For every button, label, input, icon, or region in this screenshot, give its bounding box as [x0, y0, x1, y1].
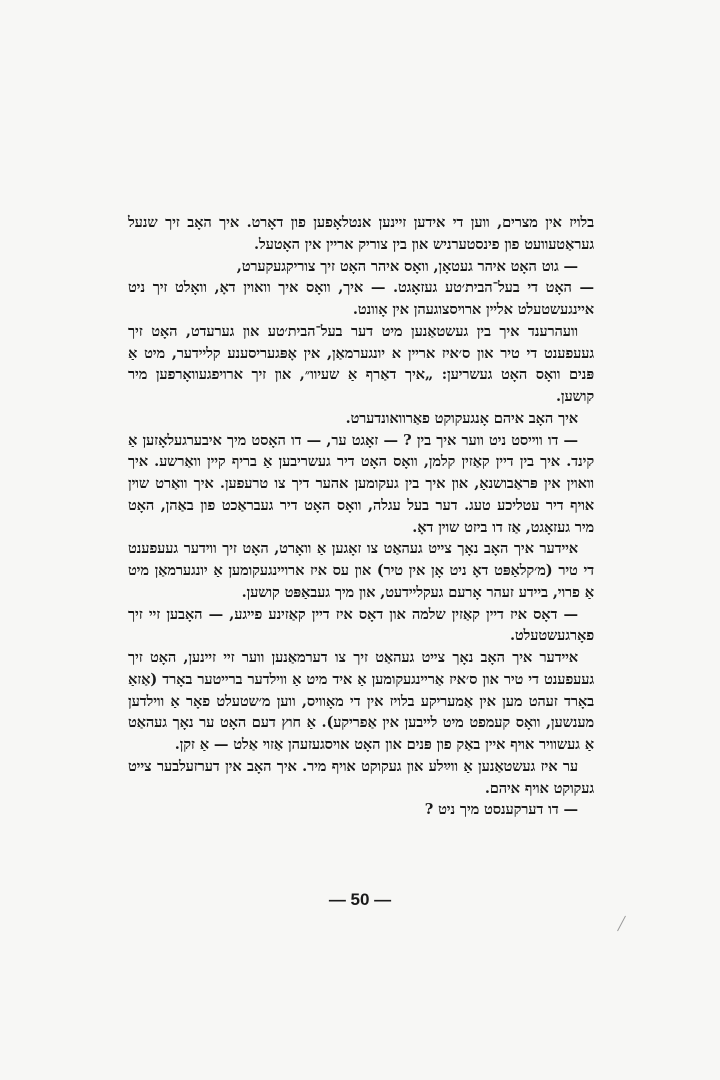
paragraph: — דו דערקענסט מיך ניט ?: [424, 801, 578, 819]
paragraph: — דאָס איז דיין קאַזין שלמה און דאָס איז דיין קאַזינע פייגע, — האָבען זיי זיך פאָרגעשטעלט.: [128, 605, 594, 645]
paragraph: — גוט האָט איהר געטאָן, וואָס איהר האָט זיך צוריקגעקערט,: [236, 257, 578, 275]
paragraph: — דו ווייסט ניט ווער איך בין ? — זאָגט ער, — דו האָסט מיך איבערגעלאָזען אַ קינד. איך בין דיין קאַזין קלמן, וואָס האָט דיר געשריבען אַ בריף קיין וואַרשע. איך וואוין אין פּראַבושנאַ, און איך בין געקומען אהער דיך צו טרעפען. איך וואַרט שוין אויף דיר עטליכע טעג. דער בעל עגלה, וואָס האָט דיר געבראַכט פון באַהן, האָט מיר געזאָגט, אַז דו ביזט שוין דאָ.: [128, 431, 594, 536]
page-number: — 50 —: [328, 890, 392, 909]
paragraph: איך האָב איהם אָנגעקוקט פאַרוואונדערט.: [345, 409, 578, 427]
paragraph: ער איז געשטאַנען אַ ווײַלע און געקוקט אויף מיר. איך האָב אין דערזעלבער צייט געקוקט אויף איהם.: [128, 757, 594, 797]
paragraph: אײדער איך האָב נאָך צייט געהאַט צו זאָגען אַ וואָרט, האָט זיך ווידער געעפענט די טיר (מ׳קלאַפּט דאָ ניט אָן אין טיר) און עס איז ארויינגעקומען אַ יונגערמאַן מיט אַ פרוי, ביידע זעהר אָרעם געקליידעט, און מיך געבאַפּט קושען.: [128, 540, 594, 601]
pencil-mark: [617, 916, 626, 932]
body-text: [128, 212, 594, 821]
paragraph: בלויז אין מצרים, ווען די אידען זיינען אנטלאָפען פון דאָרט. איך האָב זיך שנעל געראַטעוועט פון פינסטערניש און בין צוריק אריין אין האָטעל.: [128, 214, 594, 253]
paragraph: וועהרענד איך בין געשטאַנען מיט דער בעל־הבית׳טע און גערעדט, האָט זיך געעפענט די טיר און ס׳איז אריין א יונגערמאַן, אין אָפּגעריסענע קלײדער, מיט אַ פּנים וואָס האָט געשריען: „איך דאַרף אַ שעיוו״, און זיך ארויפגעוואָרפען מיר קושען.: [128, 322, 594, 405]
paragraph: — האָט די בעל־הבית׳טע געזאָגט. — איך, וואָס איך וואוין דאָ, וואָלט זיך ניט איינגעשטעלט אליין ארויסצוגעהן אין אָוונט.: [128, 279, 594, 318]
paragraph: אײדער איך האָב נאָך צייט געהאַט זיך צו דערמאַנען ווער זיי זיינען, האָט זיך געעפענט די טיר און ס׳איז אַריינגעקומען אַ איד מיט אַ ווילדער ברייטער באָרד (אַזאַ באָרד זעהט מען אין אַמעריקע בלויז אין די מאָוויס, ווען מ׳שטעלט פאָר אַ ווילדען מענשען, וואָס קעמפט מיט לייבען אין אַפריקע). אַ חוץ דעם האָט ער נאָך געהאַט אַ געשוויר אויף איין באַק פון פּנים און האָט אויסגעזעהן אַזוי אַלט — אַ זקן.: [128, 649, 594, 753]
